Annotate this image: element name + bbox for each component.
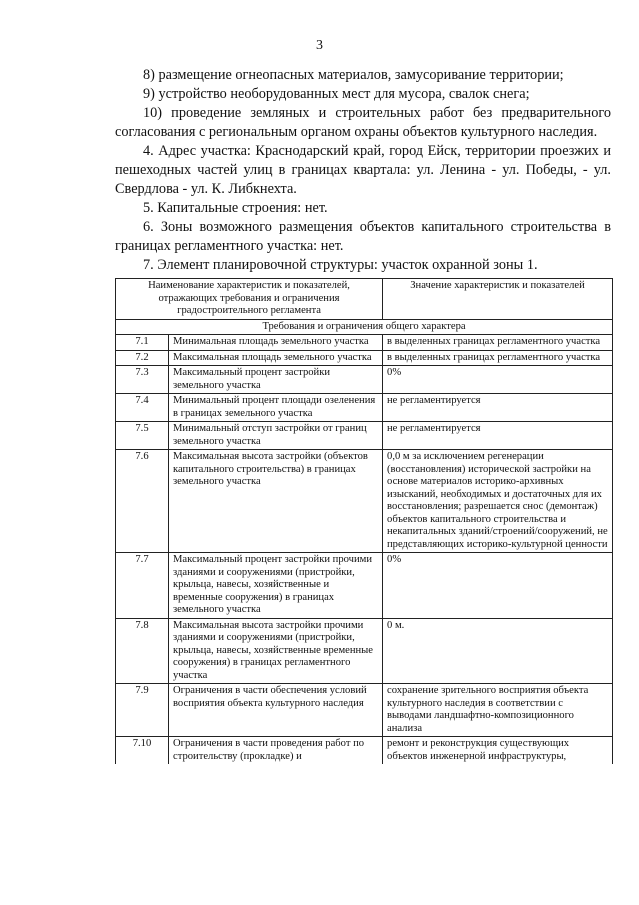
- table-row: [116, 553, 613, 619]
- row-name: Минимальный отступ застройки от границ земельного участка: [169, 422, 383, 450]
- row-name: Максимальная высота застройки (объектов капитального строительства) в границах земельного участка: [169, 450, 383, 553]
- paragraph: 4. Адрес участка: Краснодарский край, город Ейск, территории проезжих и пешеходных частей улиц в границах квартала: ул. Ленина - ул. Победы, - ул. Свердлова - ул. К. Либкнехта.: [115, 143, 611, 197]
- paragraph: 6. Зоны возможного размещения объектов капитального строительства в границах регламентного участка: нет.: [115, 219, 611, 254]
- row-value: не регламентируется: [383, 394, 613, 422]
- regulation-table: [115, 278, 613, 764]
- row-value: 0 м.: [383, 618, 613, 684]
- row-name: Ограничения в части проведения работ по строительству (прокладке) и: [169, 737, 383, 765]
- table-row: [116, 422, 613, 450]
- paragraph: 10) проведение земляных и строительных работ без предварительного согласования с региональным органом охраны объектов культурного наследия.: [115, 105, 611, 140]
- page-number: 3: [316, 38, 323, 53]
- row-number: 7.3: [116, 366, 169, 394]
- row-name: Максимальный процент застройки прочими зданиями и сооружениями (пристройки, крыльца, навесы, хозяйственные и временные сооружения) в границах земельного участка: [169, 553, 383, 619]
- table-section-row: [116, 319, 613, 335]
- body-text: [115, 66, 611, 275]
- row-number: 7.4: [116, 394, 169, 422]
- row-number: 7.9: [116, 684, 169, 737]
- table-row: [116, 335, 613, 351]
- row-value: 0%: [383, 553, 613, 619]
- paragraph: 9) устройство необорудованных мест для мусора, свалок снега;: [143, 86, 530, 102]
- paragraph: 7. Элемент планировочной структуры: участок охранной зоны 1.: [143, 257, 538, 273]
- table-row: [116, 350, 613, 366]
- header-right: Значение характеристик и показателей: [383, 279, 613, 320]
- table-row: [116, 394, 613, 422]
- row-number: 7.6: [116, 450, 169, 553]
- row-value: в выделенных границах регламентного участка: [383, 335, 613, 351]
- row-number: 7.10: [116, 737, 169, 765]
- header-left: Наименование характеристик и показателей, отражающих требования и ограничения градостроительного регламента: [116, 279, 383, 320]
- row-value: не регламентируется: [383, 422, 613, 450]
- table-row: [116, 450, 613, 553]
- paragraph: 8) размещение огнеопасных материалов, замусоривание территории;: [143, 67, 564, 83]
- row-name: Ограничения в части обеспечения условий восприятия объекта культурного наследия: [169, 684, 383, 737]
- section-title: Требования и ограничения общего характера: [116, 319, 613, 335]
- table-row: [116, 684, 613, 737]
- row-name: Максимальная высота застройки прочими зданиями и сооружениями (пристройки, крыльца, навесы, хозяйственные временные сооружения) в границах регламентного участка: [169, 618, 383, 684]
- row-value: 0,0 м за исключением регенерации (восстановления) исторической застройки на основе материалов историко-архивных изысканий, необходимых и достаточных для их восстановления; разрешается снос (демонтаж) объектов капитального строительства и некапитальных зданий/строений/сооружений, не представляющих историко-культурной ценности: [383, 450, 613, 553]
- row-number: 7.2: [116, 350, 169, 366]
- row-value: сохранение зрительного восприятия объекта культурного наследия в соответствии с выводами ландшафтно-композиционного анализа: [383, 684, 613, 737]
- table-header-row: [116, 279, 613, 320]
- row-name: Минимальная площадь земельного участка: [169, 335, 383, 351]
- row-name: Минимальный процент площади озеленения в границах земельного участка: [169, 394, 383, 422]
- table-row: [116, 618, 613, 684]
- row-name: Максимальная площадь земельного участка: [169, 350, 383, 366]
- row-value: ремонт и реконструкция существующих объектов инженерной инфраструктуры,: [383, 737, 613, 765]
- row-value: 0%: [383, 366, 613, 394]
- row-number: 7.5: [116, 422, 169, 450]
- paragraph: 5. Капитальные строения: нет.: [143, 200, 328, 216]
- row-value: в выделенных границах регламентного участка: [383, 350, 613, 366]
- row-number: 7.7: [116, 553, 169, 619]
- row-number: 7.1: [116, 335, 169, 351]
- row-name: Максимальный процент застройки земельного участка: [169, 366, 383, 394]
- row-number: 7.8: [116, 618, 169, 684]
- table-row: [116, 366, 613, 394]
- table-row: [116, 737, 613, 765]
